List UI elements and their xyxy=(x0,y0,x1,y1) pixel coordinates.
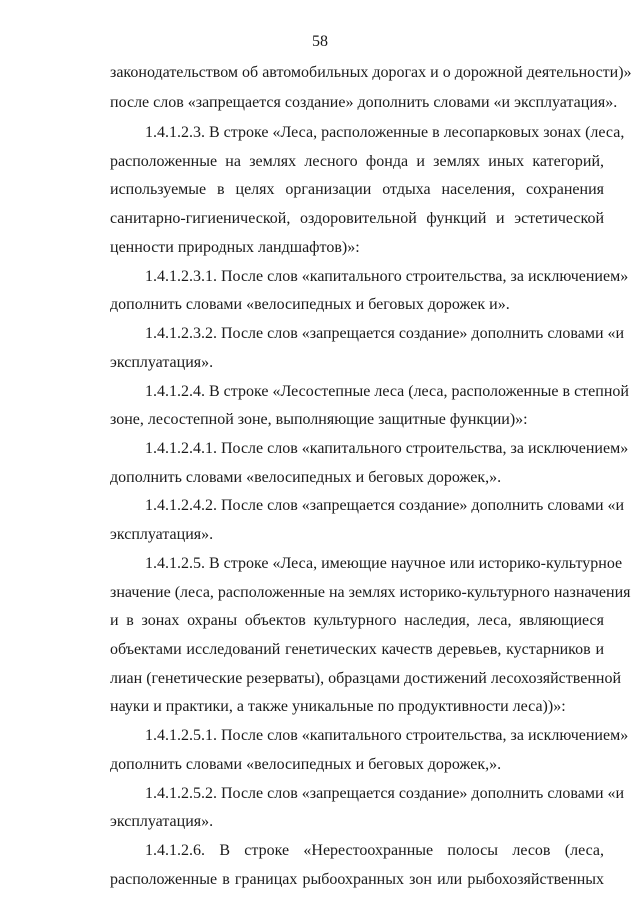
text-line: зоне, лесостепной зоне, выполняющие защитные функции)»: xyxy=(110,411,528,428)
text-line: дополнить словами «велосипедных и беговых дорожек,». xyxy=(110,469,502,486)
text-line: 1.4.1.2.5.1. После слов «капитального строительства, за исключением» xyxy=(145,727,629,744)
text-line: эксплуатация». xyxy=(110,526,214,543)
text-line: 1.4.1.2.3.1. После слов «капитального строительства, за исключением» xyxy=(145,268,629,285)
text-line: санитарно-гигиенической, оздоровительной функций и эстетической xyxy=(110,210,604,227)
text-line: дополнить словами «велосипедных и беговых дорожек,». xyxy=(110,756,502,773)
text-line: расположенные в границах рыбоохранных зон или рыбохозяйственных xyxy=(110,871,604,888)
text-line: используемые в целях организации отдыха населения, сохранения xyxy=(110,181,604,198)
text-line: 1.4.1.2.5. В строке «Леса, имеющие научное или историко-культурное xyxy=(145,555,623,572)
text-line: расположенные на землях лесного фонда и землях иных категорий, xyxy=(110,153,604,170)
text-line: 1.4.1.2.4. В строке «Лесостепные леса (леса, расположенные в степной xyxy=(145,383,629,400)
text-line: эксплуатация». xyxy=(110,813,214,830)
text-line: науки и практики, а также уникальные по продуктивности леса))»: xyxy=(110,698,566,715)
text-line: значение (леса, расположенные на землях историко-культурного назначения xyxy=(110,584,631,601)
text-line: 1.4.1.2.3. В строке «Леса, расположенные в лесопарковых зонах (леса, xyxy=(145,124,625,141)
text-line: ценности природных ландшафтов)»: xyxy=(110,239,360,256)
text-line: 1.4.1.2.4.2. После слов «запрещается создание» дополнить словами «и xyxy=(145,497,625,514)
text-line: объектами исследований генетических качеств деревьев, кустарников и xyxy=(110,641,604,658)
text-line: дополнить словами «велосипедных и беговых дорожек и». xyxy=(110,296,510,313)
text-line: и в зонах охраны объектов культурного наследия, леса, являющиеся xyxy=(110,612,604,629)
text-line: 1.4.1.2.4.1. После слов «капитального строительства, за исключением» xyxy=(145,440,629,457)
text-line: лиан (генетические резерваты), образцами достижений лесохозяйственной xyxy=(110,670,622,687)
text-line: эксплуатация». xyxy=(110,354,214,371)
text-line: после слов «запрещается создание» дополнить словами «и эксплуатация». xyxy=(110,94,618,111)
page-number: 58 xyxy=(312,33,328,50)
text-line: законодательством об автомобильных дорогах и о дорожной деятельности)» xyxy=(110,64,632,81)
text-line: 1.4.1.2.6. В строке «Нерестоохранные полосы лесов (леса, xyxy=(145,842,604,859)
text-line: 1.4.1.2.5.2. После слов «запрещается создание» дополнить словами «и xyxy=(145,785,625,802)
text-line: 1.4.1.2.3.2. После слов «запрещается создание» дополнить словами «и xyxy=(145,325,625,342)
